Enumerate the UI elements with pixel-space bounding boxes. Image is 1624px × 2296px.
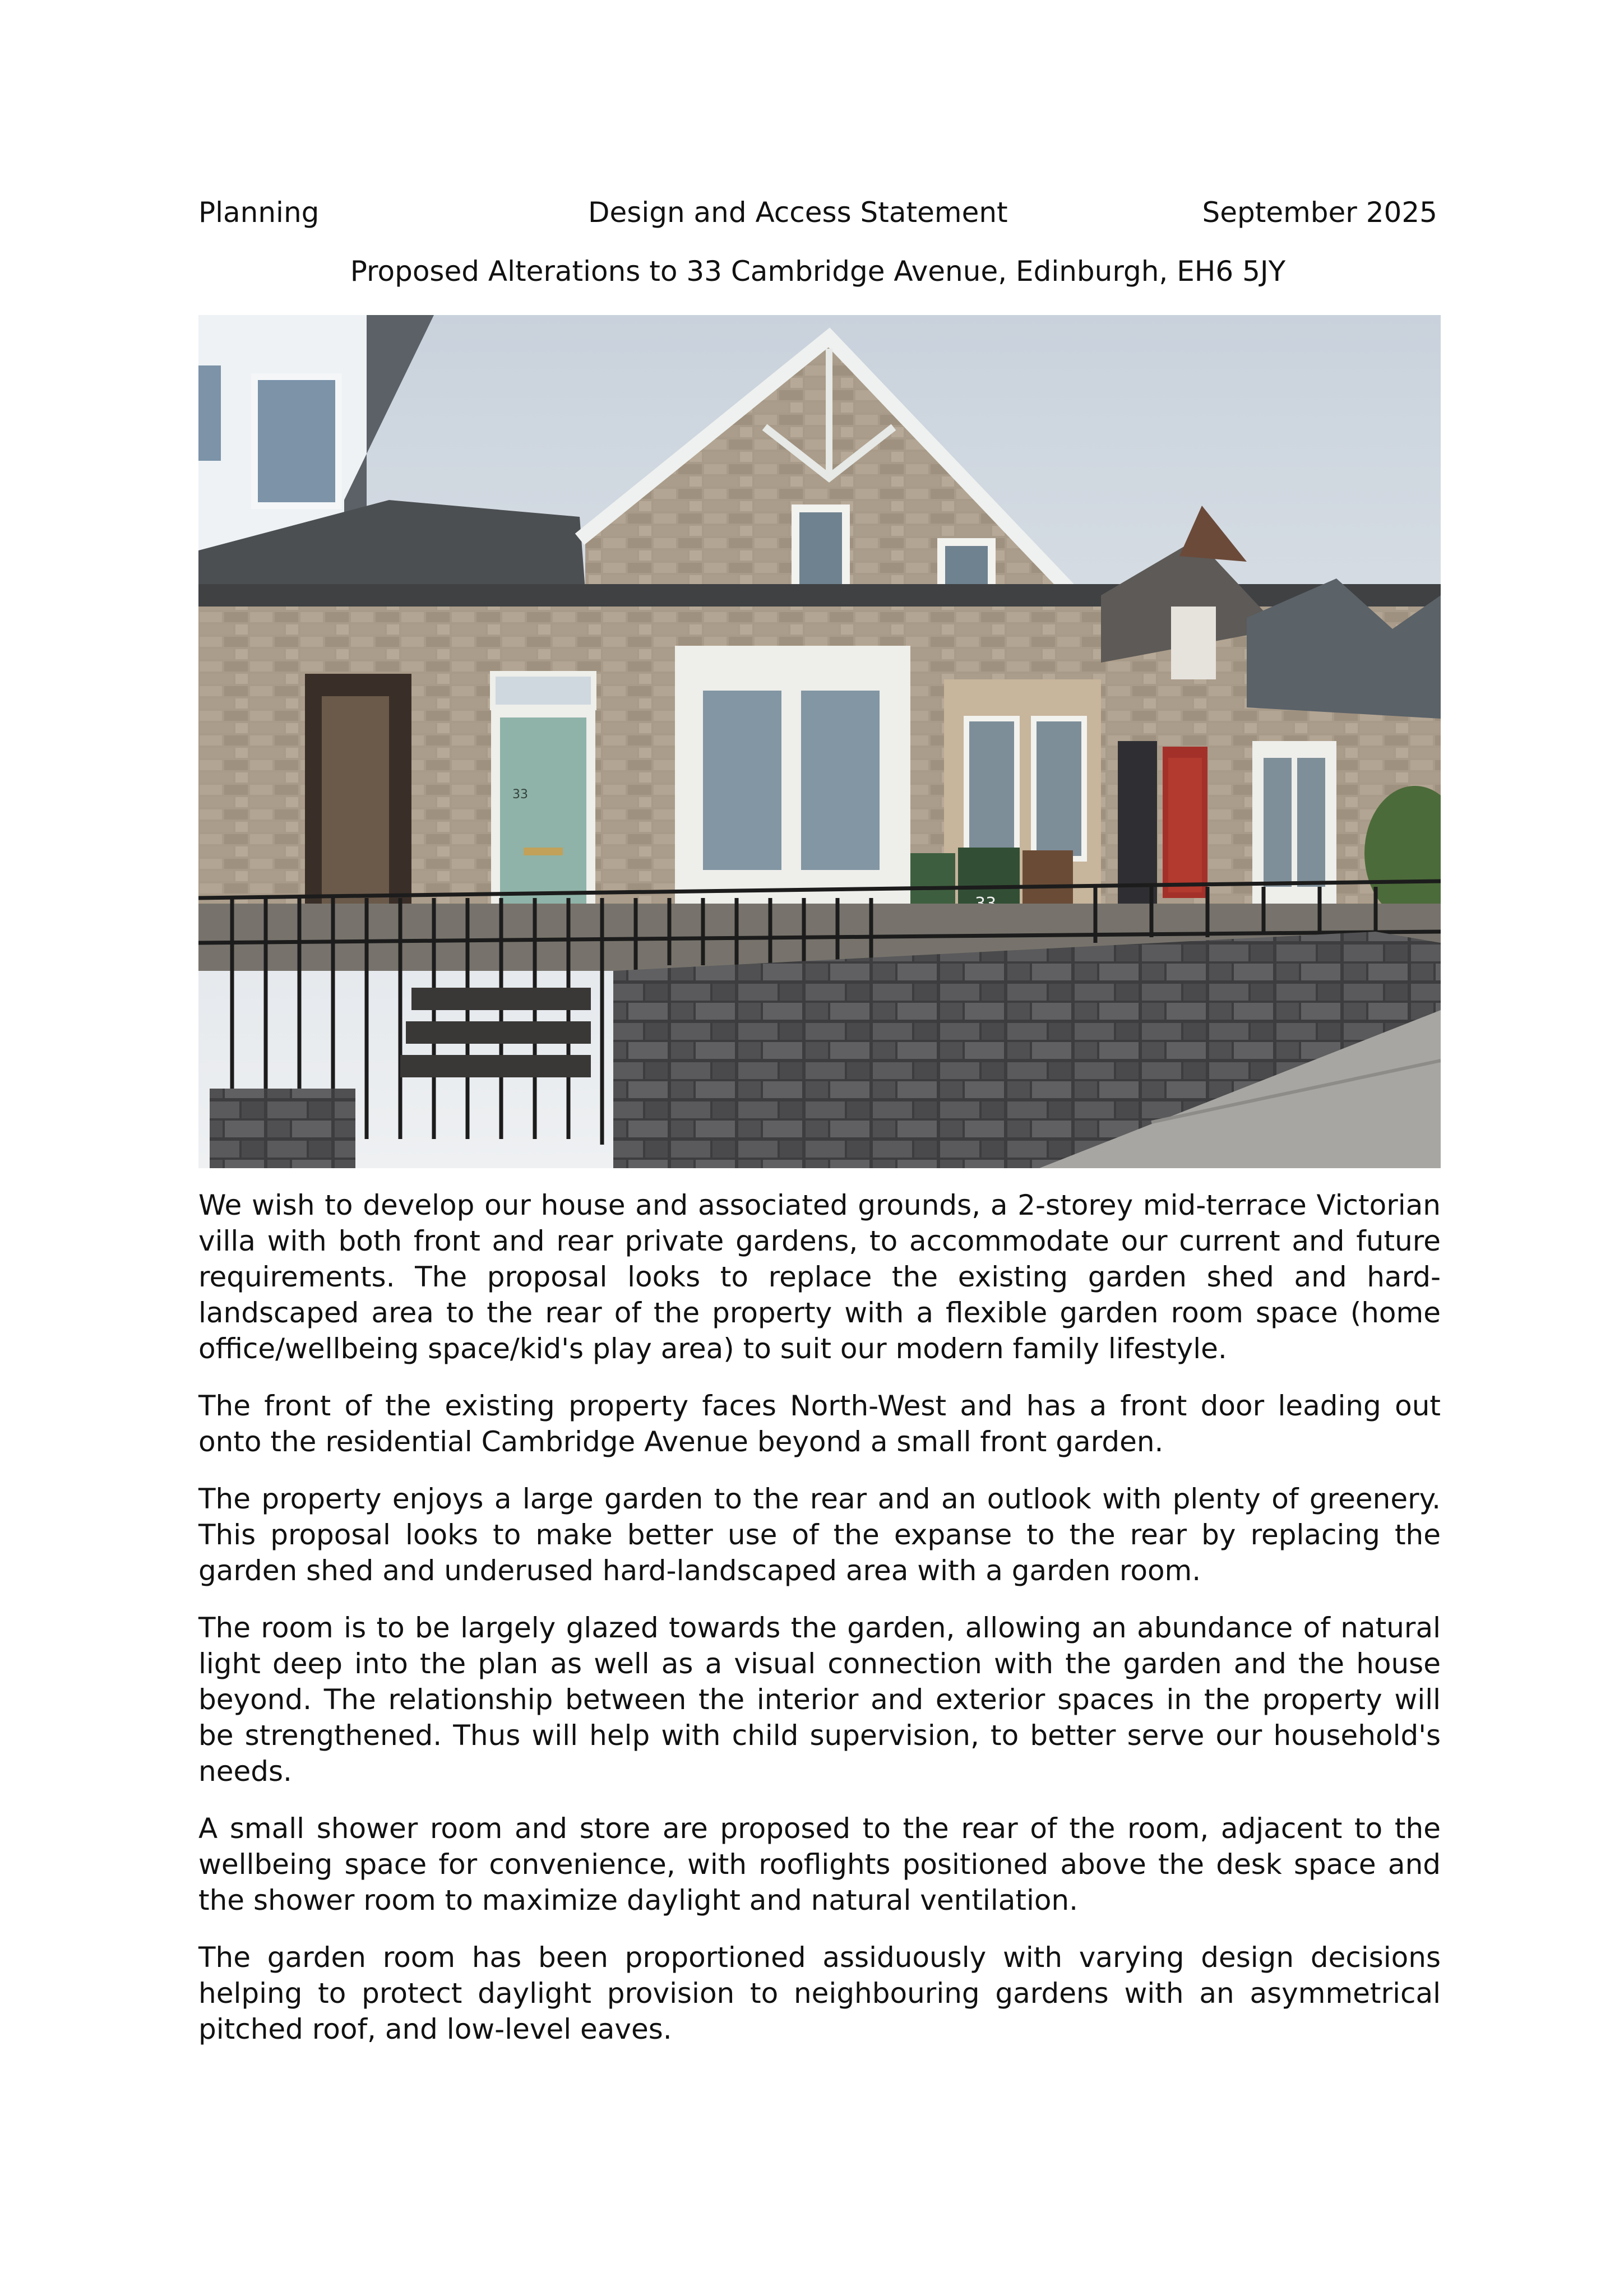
statement-body bbox=[198, 1187, 1441, 2068]
header-section-label: Planning bbox=[198, 196, 320, 229]
page-header bbox=[198, 196, 1437, 235]
house-photo bbox=[198, 315, 1441, 1168]
paragraph: The front of the existing property faces North-West and has a front door leading out onto the residential Cambridge Avenue beyond a small front garden. bbox=[198, 1390, 1441, 1458]
header-date: September 2025 bbox=[1202, 196, 1437, 229]
red-door bbox=[1168, 758, 1202, 892]
paragraph: The room is to be largely glazed towards the garden, allowing an abundance of natural light deep into the plan as well as a visual connection with the garden and the house beyond. The relationship between the interior and exterior spaces in the property will be strengthened. Thus will help with child supervision, to better serve our household's needs. bbox=[198, 1612, 1441, 1788]
svg-text:33: 33 bbox=[512, 788, 528, 802]
paragraph: A small shower room and store are proposed to the rear of the room, adjacent to the wellbeing space for convenience, with rooflights positioned above the desk space and the shower room to maximize daylight and natural ventilation. bbox=[198, 1812, 1441, 1917]
paragraph: We wish to develop our house and associated grounds, a 2-storey mid-terrace Victorian villa with both front and rear private gardens, to accommodate our current and future requirements. The proposal looks to replace the existing garden shed and hard-landscaped area to the rear of the property with a flexible garden room space (home office/wellbeing space/kid's play area) to suit our modern family lifestyle. bbox=[198, 1189, 1441, 1365]
paragraph: The garden room has been proportioned assiduously with varying design decisions helping to protect daylight provision to neighbouring gardens with an asymmetrical pitched roof, and low-level eaves. bbox=[198, 1941, 1441, 2045]
page-subtitle: Proposed Alterations to 33 Cambridge Avenue, Edinburgh, EH6 5JY bbox=[350, 255, 1286, 288]
paragraph: The property enjoys a large garden to the rear and an outlook with plenty of greenery. This proposal looks to make better use of the expanse to the rear by replacing the garden shed and underused hard-landscaped area with a garden room. bbox=[198, 1483, 1441, 1587]
header-document-title: Design and Access Statement bbox=[588, 196, 1008, 229]
